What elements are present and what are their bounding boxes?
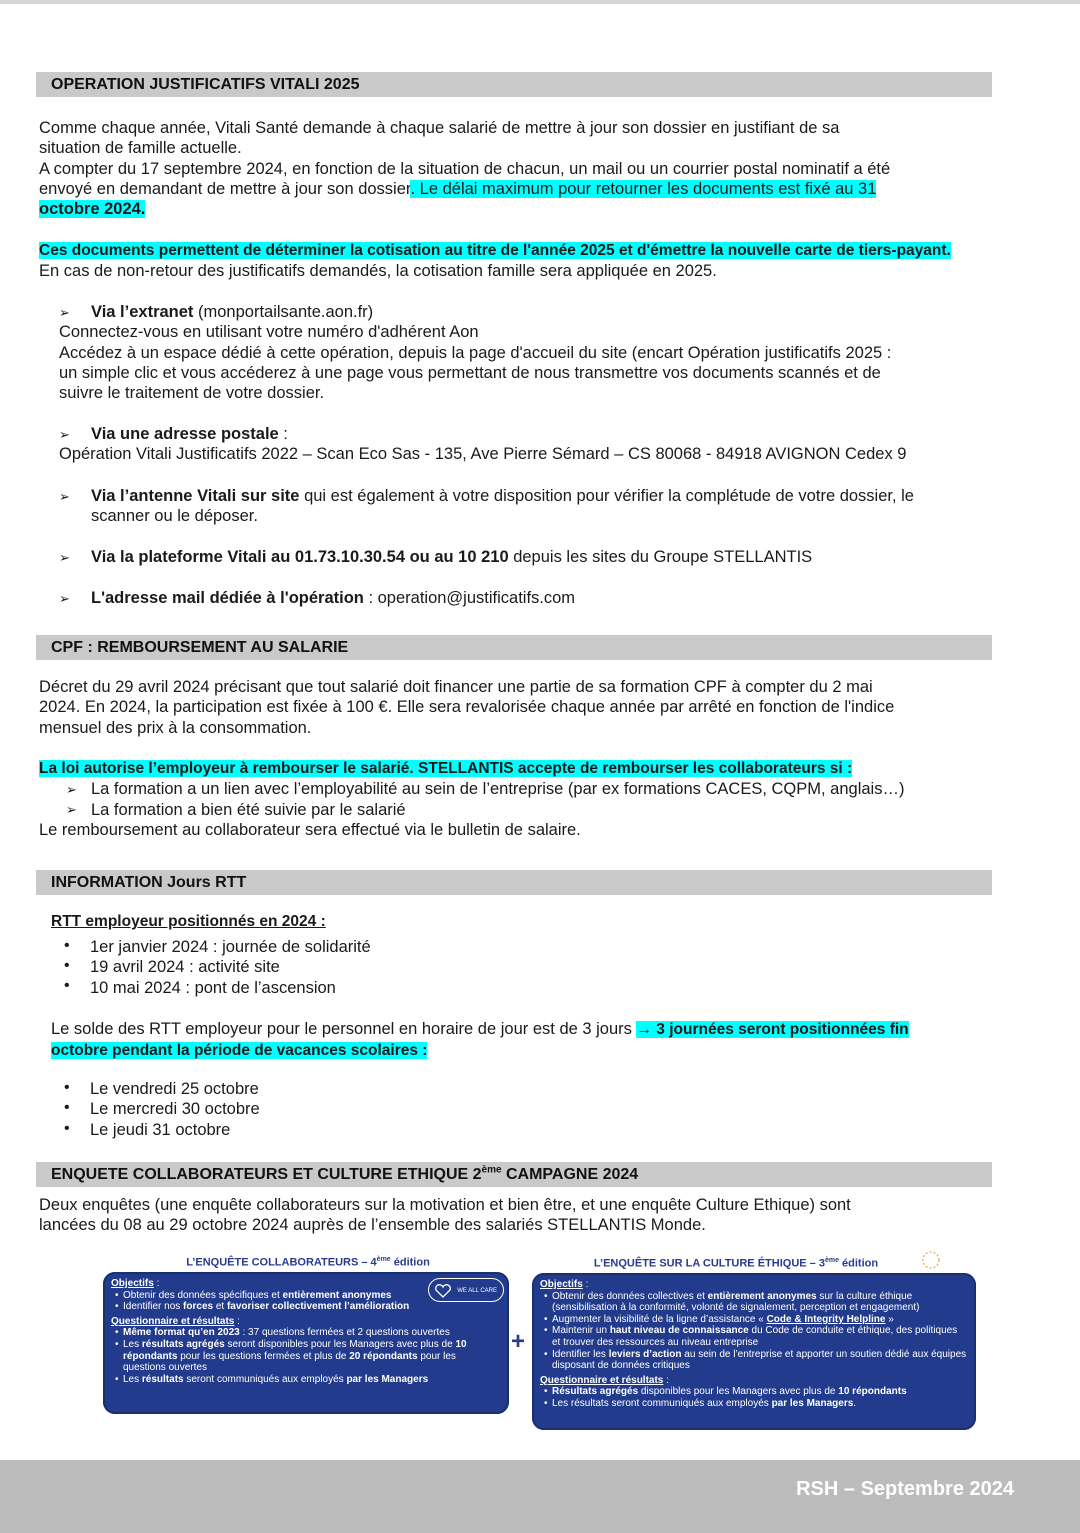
arrow-bullet-icon: ➢ [59,591,70,606]
plus-icon: + [511,1328,526,1355]
text-plain: et [213,1301,227,1313]
panel-ethique [532,1273,976,1430]
section-header-enquete [36,1162,992,1187]
highlight-text: La loi autorise l’employeur à rembourser le salarié. STELLANTIS accepte de rembourser les collaborateurs si : [39,760,853,777]
text-line [39,758,904,779]
list-item [540,1291,968,1314]
text-plain: Identifier nos [123,1301,184,1313]
text-plain: : 37 questions fermées et 2 questions ouvertes [239,1327,450,1339]
list-item: La formation a bien été suivie par le salarié [91,800,406,819]
bold-text: Code & Integrity Helpline [766,1313,886,1325]
text-plain: qui est également à votre disposition pour vérifier la complétude de votre dossier, le [299,487,914,505]
highlight-text: Ces documents permettent de déterminer la cotisation au titre de l'année 2025 et d'émettre la nouvelle carte de tiers-payant. [39,242,951,259]
rtt-subtitle [51,911,326,932]
text-plain: Le solde des RTT employeur pour le personnel en horaire de jour est de 3 jours [51,1020,637,1038]
bold-text: Même format qu’en 2023 [123,1327,240,1339]
title-text: édition [838,1257,879,1270]
list-item [540,1325,968,1348]
bold-text: par les Managers [346,1373,429,1385]
bold-text: leviers d’action [608,1348,682,1360]
arrow-bullet-icon: ➢ [66,782,77,797]
rtt-dates [90,937,371,998]
extranet-item [59,302,891,403]
rtt-solde [51,1019,909,1062]
heading-text: Objectifs [540,1279,583,1290]
text-line [51,1040,909,1061]
bold-text: résultats [141,1373,184,1385]
text-plain: Identifier les [552,1348,609,1360]
superscript: ème [376,1256,391,1263]
antenne-item [91,486,914,527]
objectifs-heading: Objectifs : [111,1278,160,1289]
list-item [111,1301,501,1313]
list-item: 1er janvier 2024 : journée de solidarité [90,938,371,956]
list-item [111,1374,501,1386]
text-line [39,199,890,219]
text-plain: : [278,425,288,443]
section-title: ENQUETE COLLABORATEURS ET CULTURE ETHIQUE 2 [51,1166,482,1183]
text-plain: Maintenir un [552,1325,610,1337]
heading-text: Objectifs [111,1278,154,1289]
bold-text: résultats agrégés [141,1338,225,1350]
highlight-text: octobre 2024. [39,200,146,219]
text-line [59,302,891,322]
rtt-october-days [90,1079,260,1140]
text-plain: disponibles pour les Managers avec plus de [638,1386,839,1398]
mail-item [91,588,575,608]
text-line [91,588,575,608]
postal-item [59,424,906,465]
text-plain: Augmenter la visibilité de la ligne d’assistance « [552,1313,767,1325]
section-title-end: CAMPAGNE 2024 [501,1166,639,1183]
text-line [39,240,951,261]
text-line: un simple clic et vous accéderez à une page vous permettant de nous transmettre vos documents scannés et de [59,363,881,382]
text-line: scanner ou le déposer. [91,507,258,526]
arrow-bullet-icon: ➢ [59,305,70,320]
enquete-body [39,1195,851,1236]
text-plain: depuis les sites du Groupe STELLANTIS [508,548,813,566]
text-plain: : operation@justificatifs.com [363,589,576,607]
plateforme-item [91,547,812,567]
section-header-vitali [36,72,992,97]
text-line: Accédez à un espace dédié à cette opération, depuis la page d'accueil du site (encart Opération justificatifs 2025 : [59,343,892,362]
highlight-text: octobre pendant la période de vacances scolaires : [51,1042,428,1060]
title-text: édition [390,1256,430,1269]
text-plain: sur la culture éthique (sensibilisation à la conformité, volonté de signalement, perception et engagement) [552,1290,920,1314]
bullet-dot: • [64,977,70,994]
bullet-dot: • [64,1099,70,1116]
text-line [59,424,906,444]
cpf-conditions [39,758,904,840]
vitali-cotisation [39,240,951,282]
text-line: Connectez-vous en utilisant votre numéro d'adhérent Aon [59,323,479,342]
cpf-body [39,677,894,738]
section-header-cpf [36,635,992,660]
bold-label: L'adresse mail dédiée à l'opération [91,589,364,607]
text-line: lancées du 08 au 29 octobre 2024 auprès de l’ensemble des salariés STELLANTIS Monde. [39,1216,706,1235]
list-item: Le jeudi 31 octobre [90,1120,231,1139]
text-line: mensuel des prix à la consommation. [39,718,312,737]
text-plain: (monportailsante.aon.fr) [193,303,374,321]
text-line [91,547,812,567]
arrow-bullet-icon: ➢ [66,802,77,817]
text-line: 2024. En 2024, la participation est fixée à 100 €. Elle sera revalorisée chaque année par arrêté en fonction de l'indice [39,698,895,717]
text-line: A compter du 17 septembre 2024, en fonction de la situation de chacun, un mail ou un courrier postal nominatif a été [39,159,891,178]
bold-label: Via une adresse postale [91,425,279,443]
list-item [540,1398,968,1410]
text-line [51,1019,909,1040]
objectifs-heading: Objectifs : [540,1279,589,1290]
text-line: Comme chaque année, Vitali Santé demande à chaque salarié de mettre à jour son dossier en justifiant de sa [39,119,840,137]
superscript: ème [481,1164,502,1176]
text-plain: envoyé en demandant de mettre à jour son dossier [39,179,411,198]
section-title: CPF : REMBOURSEMENT AU SALARIE [51,639,349,656]
bullet-dot: • [64,1079,70,1096]
bold-text: 20 répondants [349,1350,418,1362]
text-line [39,179,890,199]
bullet-dot: • [64,1120,70,1137]
page-footer [0,1460,1080,1533]
questionnaire-heading: Questionnaire et résultats : [111,1315,240,1327]
text-plain: seront disponibles pour les Managers avec plus de [224,1338,456,1350]
text-line: situation de famille actuelle. [39,139,242,158]
list-item: Le mercredi 30 octobre [90,1100,260,1119]
highlight-text: . Le délai maximum pour retourner les documents est fixé au 31 [410,179,877,198]
subtitle: RTT employeur positionnés en 2024 : [51,913,326,930]
text-plain: Obtenir des données spécifiques et [123,1289,283,1301]
text-plain: du Code de conduite et éthique, des politiques et trouver des ressources au niveau entreprise [552,1325,958,1348]
list-item [540,1314,968,1326]
text-plain: Les [123,1338,142,1350]
heading-text: Questionnaire et résultats [540,1374,664,1386]
list-item: 10 mai 2024 : pont de l’ascension [90,978,336,997]
text-plain: au sein de l’entreprise et apporter un soutien dédié aux équipes disposant de données critiques [552,1348,967,1372]
text-line: En cas de non-retour des justificatifs demandés, la cotisation famille sera appliquée en 2025. [39,262,717,281]
list-item [111,1339,501,1374]
badge-text: WE ALL CARE [457,1288,497,1294]
bold-text: 10 répondants [838,1386,907,1398]
arrow-bullet-icon: ➢ [59,550,70,565]
title-text: L’ENQUÊTE COLLABORATEURS – 4 [186,1256,377,1269]
list-item [540,1349,968,1372]
bold-label: Via l’antenne Vitali sur site [91,487,300,505]
arrow-bullet-icon: ➢ [59,427,70,442]
bold-text: entièrement anonymes [282,1289,392,1301]
bold-text: entièrement anonymes [707,1290,817,1302]
panel-collaborateurs [103,1272,509,1414]
text-plain: pour les questions ouvertes [123,1350,456,1374]
highlight-text: → 3 journées seront positionnées fin [636,1021,909,1038]
text-plain: seront communiqués aux employés [183,1373,347,1385]
bold-text: Résultats agrégés [552,1386,639,1398]
text-line: suivre le traitement de votre dossier. [59,384,325,403]
text-plain: . [853,1397,857,1409]
list-item: 19 avril 2024 : activité site [90,958,280,977]
text-plain: Les [123,1373,142,1385]
superscript: ème [824,1257,839,1264]
text-line: Deux enquêtes (une enquête collaborateurs sur la motivation et bien être, et une enquête Culture Ethique) sont [39,1196,851,1214]
bold-text: par les Managers [771,1397,854,1409]
text-line: Le remboursement au collaborateur sera effectué via le bulletin de salaire. [39,820,581,839]
panel-title-collaborateurs [103,1256,513,1269]
list-item [111,1290,501,1302]
list-item: La formation a un lien avec l’employabilité au sein de l’entreprise (par ex formations CACES, CQPM, anglais…) [91,780,905,799]
heading-text: Questionnaire et résultats [111,1315,235,1327]
bullet-dot: • [64,937,70,954]
section-header-rtt [36,870,992,895]
bold-label: Via l’extranet [91,303,194,321]
list-item: Le vendredi 25 octobre [90,1080,259,1098]
footer-text: RSH – Septembre 2024 [796,1478,1014,1500]
text-line: Décret du 29 avril 2024 précisant que tout salarié doit financer une partie de sa formation CPF à compter du 2 mai [39,678,873,696]
panel-title-ethique [532,1257,940,1270]
bold-text: favoriser collectivement l’amélioration [226,1301,410,1313]
questionnaire-heading: Questionnaire et résultats : [540,1374,669,1386]
arrow-bullet-icon: ➢ [59,489,70,504]
bold-text: forces [183,1301,214,1313]
section-title: INFORMATION Jours RTT [51,874,247,891]
text-plain: Obtenir des données collectives et [552,1290,708,1302]
text-line [91,486,914,506]
text-plain: pour les questions fermées et plus de [177,1350,350,1362]
text-plain: » [885,1313,894,1325]
bold-text: haut niveau de connaissance [609,1325,749,1337]
ethics-logo-icon [920,1249,942,1271]
section-title: OPERATION JUSTIFICATIFS VITALI 2025 [51,76,360,93]
text-plain: Les résultats seront communiqués aux employés [552,1397,772,1409]
bold-text: 10 répondants [123,1338,467,1362]
title-text: L’ENQUÊTE SUR LA CULTURE ÉTHIQUE – 3 [593,1257,825,1270]
bullet-dot: • [64,957,70,974]
list-item [111,1327,501,1339]
vitali-intro [39,118,890,219]
text-line: Opération Vitali Justificatifs 2022 – Scan Eco Sas - 135, Ave Pierre Sémard – CS 80068 - 84918 AVIGNON Cedex 9 [59,445,907,464]
bold-label: Via la plateforme Vitali au 01.73.10.30.54 ou au 10 210 [91,548,509,566]
list-item [540,1386,968,1398]
